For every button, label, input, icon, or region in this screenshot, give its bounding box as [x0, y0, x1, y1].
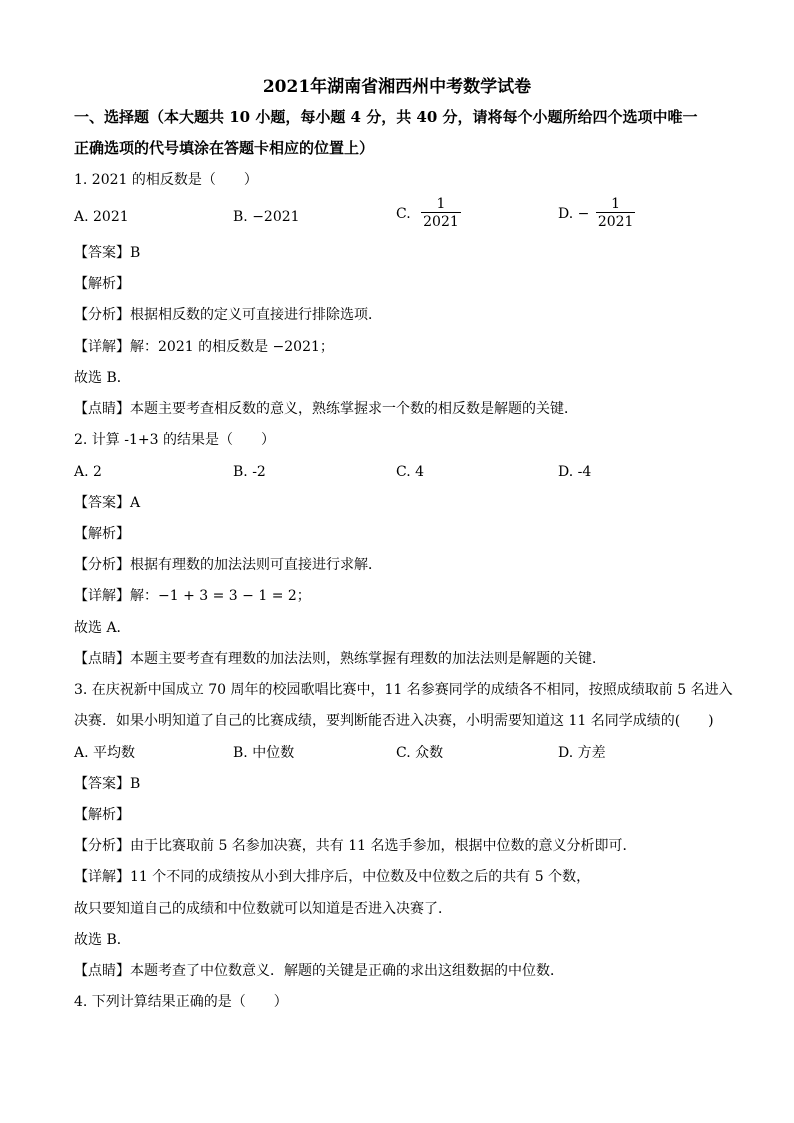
section-heading-line1: 一、选择题（本大题共 10 小题，每小题 4 分，共 40 分，请将每个小题所给四个选项中唯一: [74, 108, 698, 126]
q1-option-a: A. 2021: [74, 209, 129, 225]
q1-fenxi: 【分析】根据相反数的定义可直接进行排除选项．: [74, 307, 382, 323]
q3-xiangjie-line1: 【详解】11 个不同的成绩按从小到大排序后，中位数及中位数之后的共有 5 个数，: [74, 869, 591, 885]
q2-option-a: A. 2: [74, 464, 102, 480]
q1-option-c: [396, 197, 461, 230]
q1-option-d: [558, 197, 635, 230]
q3-option-c: C. 众数: [396, 745, 444, 761]
q1-option-d-fraction: [596, 197, 636, 230]
q4-stem: 4. 下列计算结果正确的是（ ）: [74, 994, 288, 1010]
q1-xiangjie: 【详解】解：2021 的相反数是 −2021；: [74, 339, 334, 355]
q3-fenxi: 【分析】由于比赛取前 5 名参加决赛，共有 11 名选手参加，根据中位数的意义分析即可．: [74, 838, 637, 854]
q3-stem-line1: 3. 在庆祝新中国成立 70 周年的校园歌唱比赛中，11 名参赛同学的成绩各不相同，按照成绩取前 5 名进入: [74, 682, 733, 698]
q1-analysis-heading: 【解析】: [74, 276, 130, 292]
q3-analysis-heading: 【解析】: [74, 807, 130, 823]
q2-option-d: D. -4: [558, 464, 592, 480]
q2-option-b: B. -2: [233, 464, 266, 480]
q2-xiangjie: 【详解】解：−1 + 3 = 3 − 1 = 2；: [74, 588, 311, 604]
q3-option-d: D. 方差: [558, 745, 606, 761]
q3-choice: 故选 B．: [74, 932, 131, 948]
q2-option-c: C. 4: [396, 464, 425, 480]
q1-option-c-label: C.: [396, 205, 411, 222]
q3-xiangjie-line2: 故只要知道自己的成绩和中位数就可以知道是否进入决赛了．: [74, 901, 452, 917]
q2-dianjing: 【点睛】本题主要考查有理数的加法法则，熟练掌握有理数的加法法则是解题的关键．: [74, 651, 606, 667]
q3-option-b: B. 中位数: [233, 745, 295, 761]
q3-dianjing: 【点睛】本题考查了中位数意义．解题的关键是正确的求出这组数据的中位数．: [74, 963, 564, 979]
q1-dianjing: 【点睛】本题主要考查相反数的意义，熟练掌握求一个数的相反数是解题的关键．: [74, 401, 578, 417]
q3-option-a: A. 平均数: [74, 745, 136, 761]
q3-stem-line2: 决赛．如果小明知道了自己的比赛成绩，要判断能否进入决赛，小明需要知道这 11 名同学成绩的( ): [74, 713, 714, 729]
q1-option-c-fraction: [421, 197, 461, 230]
q2-fenxi: 【分析】根据有理数的加法法则可直接进行求解．: [74, 557, 382, 573]
q1-answer: 【答案】B: [74, 245, 141, 261]
q3-answer: 【答案】B: [74, 776, 141, 792]
q1-option-d-numerator: 1: [611, 196, 621, 212]
q1-option-c-numerator: 1: [436, 196, 446, 212]
q2-answer: 【答案】A: [74, 495, 141, 511]
q1-option-d-label: D. −: [558, 205, 590, 222]
page-title: 2021年湖南省湘西州中考数学试卷: [262, 77, 532, 97]
section-heading-line2: 正确选项的代号填涂在答题卡相应的位置上）: [74, 139, 375, 157]
q1-stem: 1. 2021 的相反数是（ ）: [74, 172, 258, 188]
q1-option-b: B. −2021: [233, 209, 300, 225]
q1-option-d-denominator: 2021: [597, 214, 634, 230]
q1-option-c-denominator: 2021: [423, 214, 459, 230]
q2-choice: 故选 A．: [74, 620, 131, 636]
q2-stem: 2. 计算 -1+3 的结果是（ ）: [74, 432, 275, 448]
q2-analysis-heading: 【解析】: [74, 526, 130, 542]
q1-choice: 故选 B．: [74, 370, 131, 386]
